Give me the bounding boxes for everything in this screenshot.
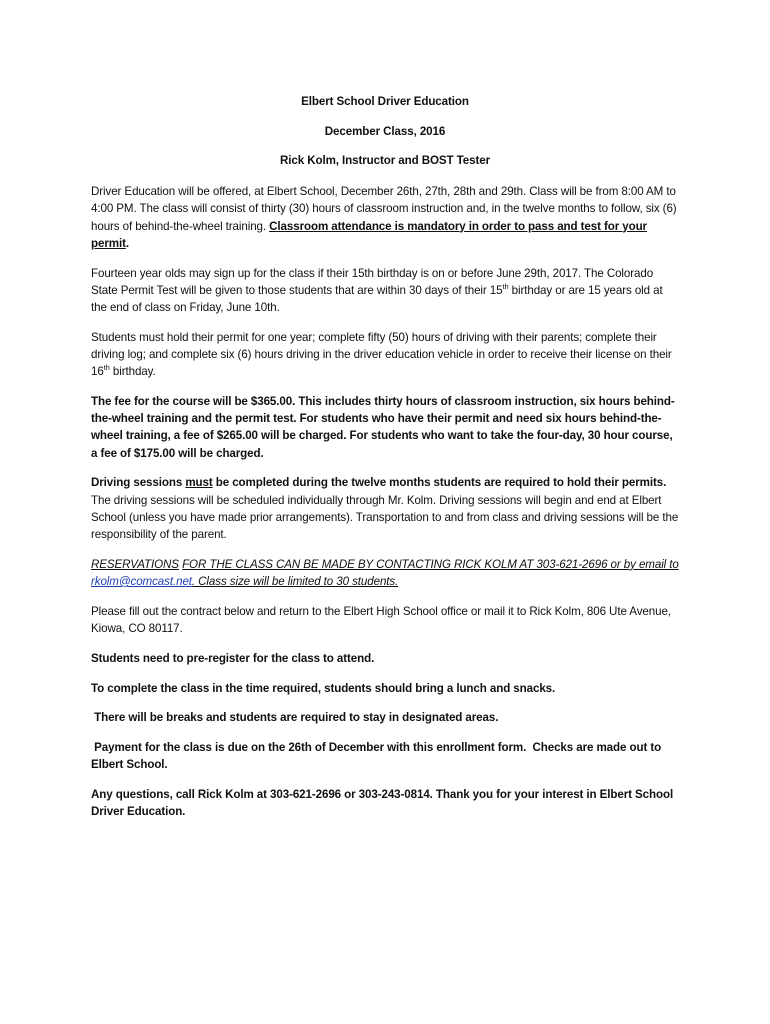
questions-note: Any questions, call Rick Kolm at 303-621-2696 or 303-243-0814. Thank you for your interest in Elbert School Driver Education. (91, 788, 674, 819)
driving-sessions-lead: Driving sessions (91, 476, 186, 490)
permit-text: Students must hold their permit for one year; complete fifty (50) hours of driving with their parents; complete their driving log; and complete six (6) hours driving in the driver education vehicle in order to receive their license on their 16 (91, 330, 672, 379)
driving-sessions-must: must (185, 476, 213, 490)
permit-end: birthday. (109, 365, 156, 379)
instructor-line: Rick Kolm, Instructor and BOST Tester (280, 154, 490, 168)
eligibility-text: Fourteen year olds may sign up for the class if their 15th birthday is on or before June 29th, 2017. The Colorado State Permit Test will be given to those students that are within 30 days of their 15 (91, 266, 654, 297)
lunch-note: To complete the class in the time required, students should bring a lunch and snacks. (91, 681, 556, 695)
driving-sessions-paragraph (91, 474, 679, 543)
document-body (91, 93, 679, 833)
breaks-note: There will be breaks and students are required to stay in designated areas. (91, 711, 499, 725)
schedule-text: Driver Education will be offered, at Elbert School, December 26th, 27th, 28th and 29th. Class will be from 8:00 AM to 4:00 PM. The class will consist of thirty (30) hours of classroom instruction and, in the twelve months to follow, six (6) hours of behind-the-wheel training. (91, 185, 677, 233)
schedule-paragraph (91, 183, 679, 252)
attendance-requirement: Classroom attendance is mandatory in order to pass and test for your permit (91, 219, 647, 250)
reservations-label: RESERVATIONS (91, 557, 179, 571)
payment-note: Payment for the class is due on the 26th of December with this enrollment form. Checks are made out to Elbert School. (91, 741, 665, 772)
preregister-note: Students need to pre-register for the class to attend. (91, 651, 375, 665)
permit-paragraph (91, 329, 679, 381)
eligibility-paragraph (91, 265, 679, 317)
school-title: Elbert School Driver Education (301, 95, 469, 108)
attendance-period: . (125, 236, 129, 250)
reservations-paragraph (91, 556, 679, 590)
driving-sessions-text: The driving sessions will be scheduled individually through Mr. Kolm. Driving sessions will begin and end at Elbert School (unless you have made prior arrangements). Transportation to and from class and driving sessions will be the responsibility of the parent. (91, 493, 679, 541)
contract-paragraph: Please fill out the contract below and return to the Elbert High School office or mail it to Rick Kolm, 806 Ute Avenue, Kiowa, CO 80117. (91, 604, 671, 635)
email-link[interactable]: rkolm@comcast.net (91, 574, 192, 588)
class-date: December Class, 2016 (324, 124, 446, 138)
eligibility-superscript: th (502, 281, 509, 291)
reservations-text: FOR THE CLASS CAN BE MADE BY CONTACTING RICK KOLM AT 303-621-2696 or by email to (182, 557, 679, 571)
eligibility-end: birthday or are 15 years old at the end of class on Friday, June 10th. (91, 283, 663, 314)
driving-sessions-bold: be completed during the twelve months students are required to hold their permits. (212, 476, 667, 490)
reservations-end: . Class size will be limited to 30 students. (191, 574, 399, 588)
fee-paragraph: The fee for the course will be $365.00. This includes thirty hours of classroom instruction, six hours behind-the-wheel training and the permit test. For students who have their permit and need six hours behind-the-wheel training, a fee of $265.00 will be charged. For students who want to take the four-day, 30 hour course, a fee of $175.00 will be charged. (91, 394, 675, 460)
permit-superscript: th (103, 363, 110, 373)
